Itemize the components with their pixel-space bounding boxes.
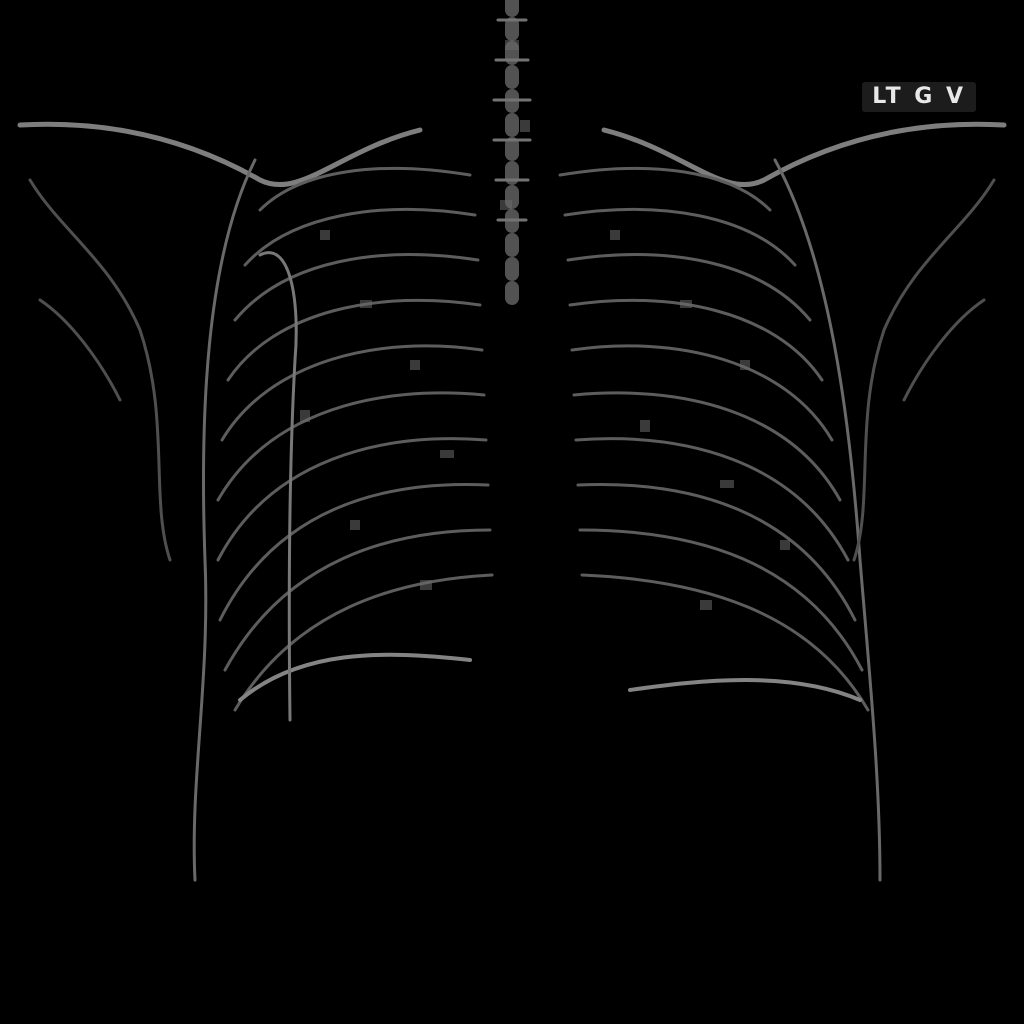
bone-texture xyxy=(300,40,790,610)
catheter-line xyxy=(260,253,296,720)
diaphragm xyxy=(240,655,860,700)
left-lung-ribs xyxy=(560,168,868,710)
side-marker: LT G V xyxy=(862,82,976,112)
right-lung-ribs xyxy=(218,168,492,710)
chest-wall xyxy=(194,160,880,880)
